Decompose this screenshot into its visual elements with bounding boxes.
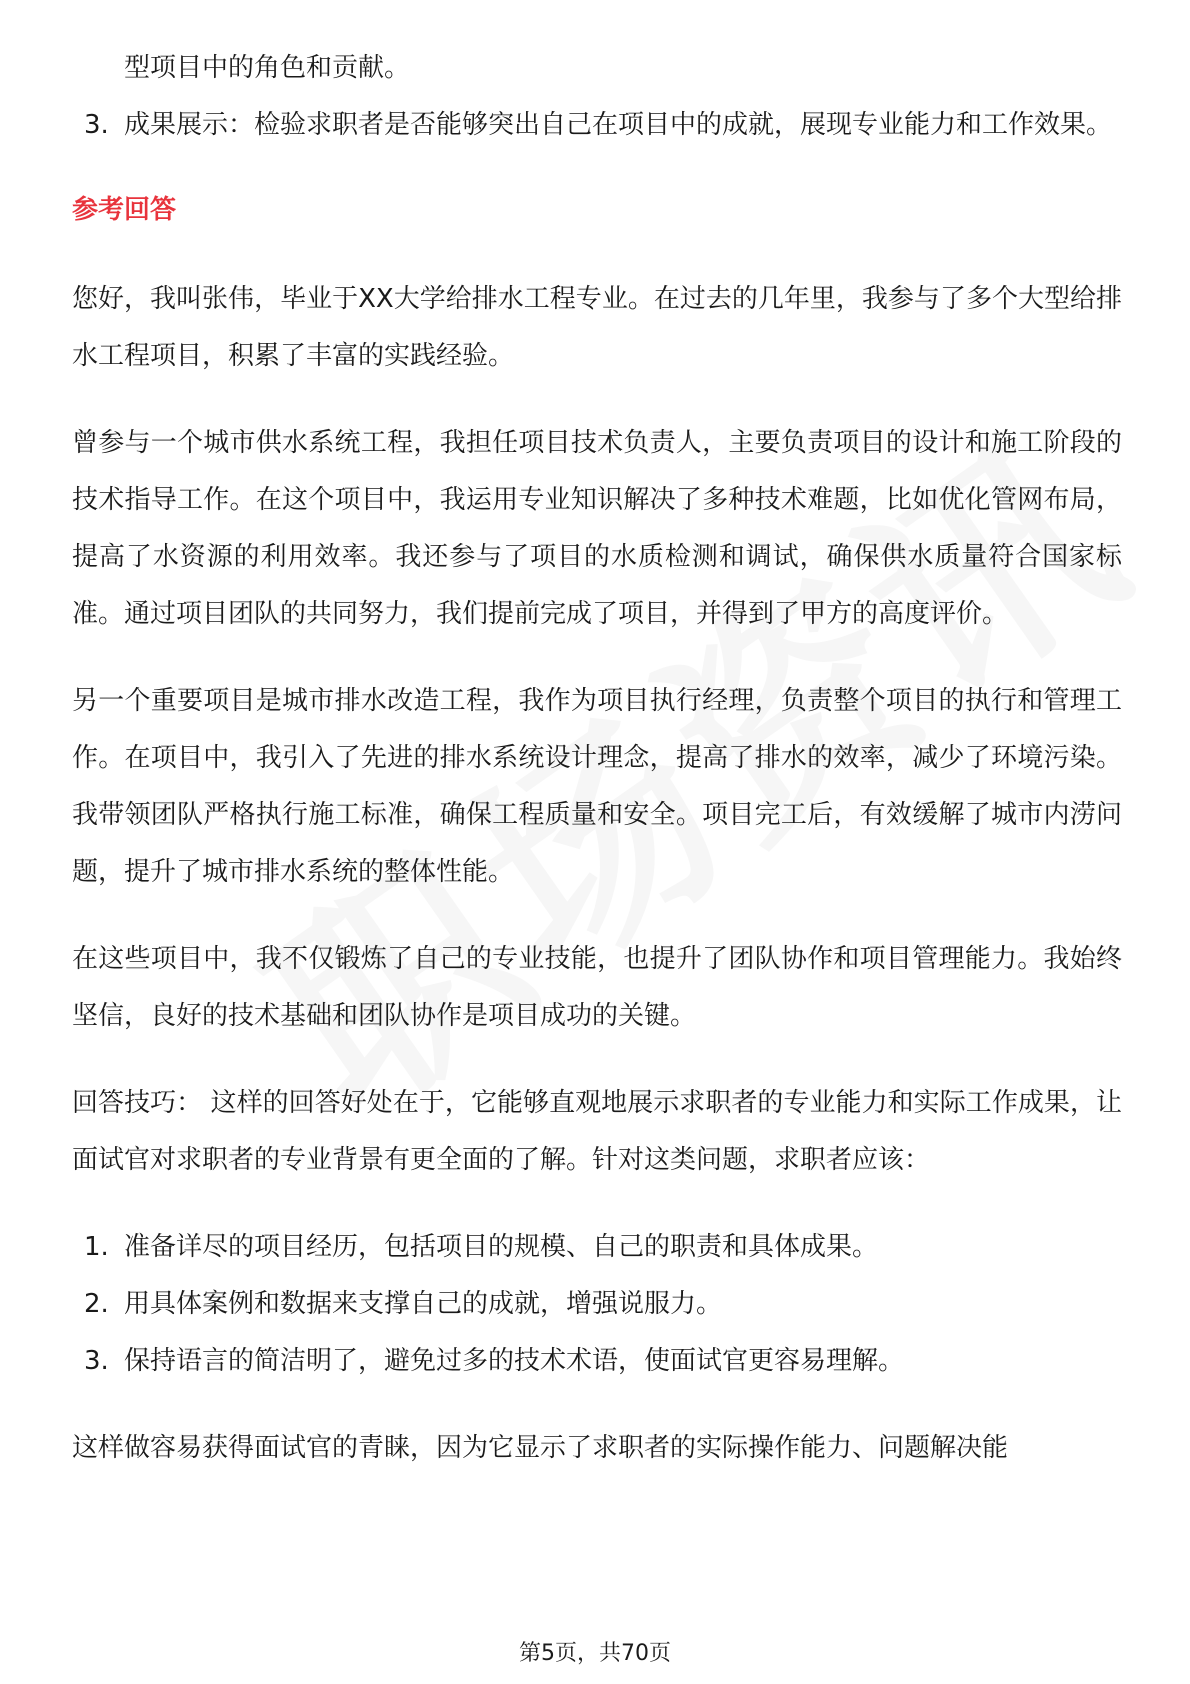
paragraph-project-1: 曾参与一个城市供水系统工程，我担任项目技术负责人，主要负责项目的设计和施工阶段的技术指导工作。在这个项目中，我运用专业知识解决了多种技术难题，比如优化管网布局，提高了水资源的利用效率。我还参与了项目的水质检测和调试，确保供水质量符合国家标准。通过项目团队的共同努力，我们提前完成了项目，并得到了甲方的高度评价。 [72,428,1122,629]
page-content [72,40,1122,1507]
list-item [72,97,1122,154]
list-text: 成果展示：检验求职者是否能够突出自己在项目中的成就，展现专业能力和工作效果。 [124,110,1113,140]
list-item [72,1219,1122,1276]
paragraph-closing: 这样做容易获得面试官的青睐，因为它显示了求职者的实际操作能力、问题解决能 [72,1433,1009,1463]
section-heading: 参考回答 [72,195,177,225]
list-item [72,1276,1122,1333]
list-continuation: 型项目中的角色和贡献。 [124,53,411,83]
paragraph-tips-intro: 回答技巧： 这样的回答好处在于，它能够直观地展示求职者的专业能力和实际工作成果，让面试官对求职者的专业背景有更全面的了解。针对这类问题，求职者应该： [72,1088,1122,1175]
list-number: 3. [84,110,109,140]
paragraph-intro: 您好，我叫张伟，毕业于XX大学给排水工程专业。在过去的几年里，我参与了多个大型给排水工程项目，积累了丰富的实践经验。 [72,284,1122,371]
paragraph-project-2: 另一个重要项目是城市排水改造工程，我作为项目执行经理，负责整个项目的执行和管理工作。在项目中，我引入了先进的排水系统设计理念，提高了排水的效率，减少了环境污染。我带领团队严格执行施工标准，确保工程质量和安全。项目完工后，有效缓解了城市内涝问题，提升了城市排水系统的整体性能。 [72,686,1122,887]
list-text: 准备详尽的项目经历，包括项目的规模、自己的职责和具体成果。 [124,1232,879,1262]
paragraph-summary: 在这些项目中，我不仅锻炼了自己的专业技能，也提升了团队协作和项目管理能力。我始终坚信，良好的技术基础和团队协作是项目成功的关键。 [72,944,1122,1031]
list-number: 1. [84,1232,109,1262]
list-number: 3. [84,1346,109,1376]
list-text: 保持语言的简洁明了，避免过多的技术术语，使面试官更容易理解。 [124,1346,905,1376]
page-footer: 第5页，共70页 [519,1641,671,1666]
list-number: 2. [84,1289,109,1319]
list-text: 用具体案例和数据来支撑自己的成就，增强说服力。 [124,1289,723,1319]
tips-list [72,1219,1122,1390]
list-item [72,1333,1122,1390]
